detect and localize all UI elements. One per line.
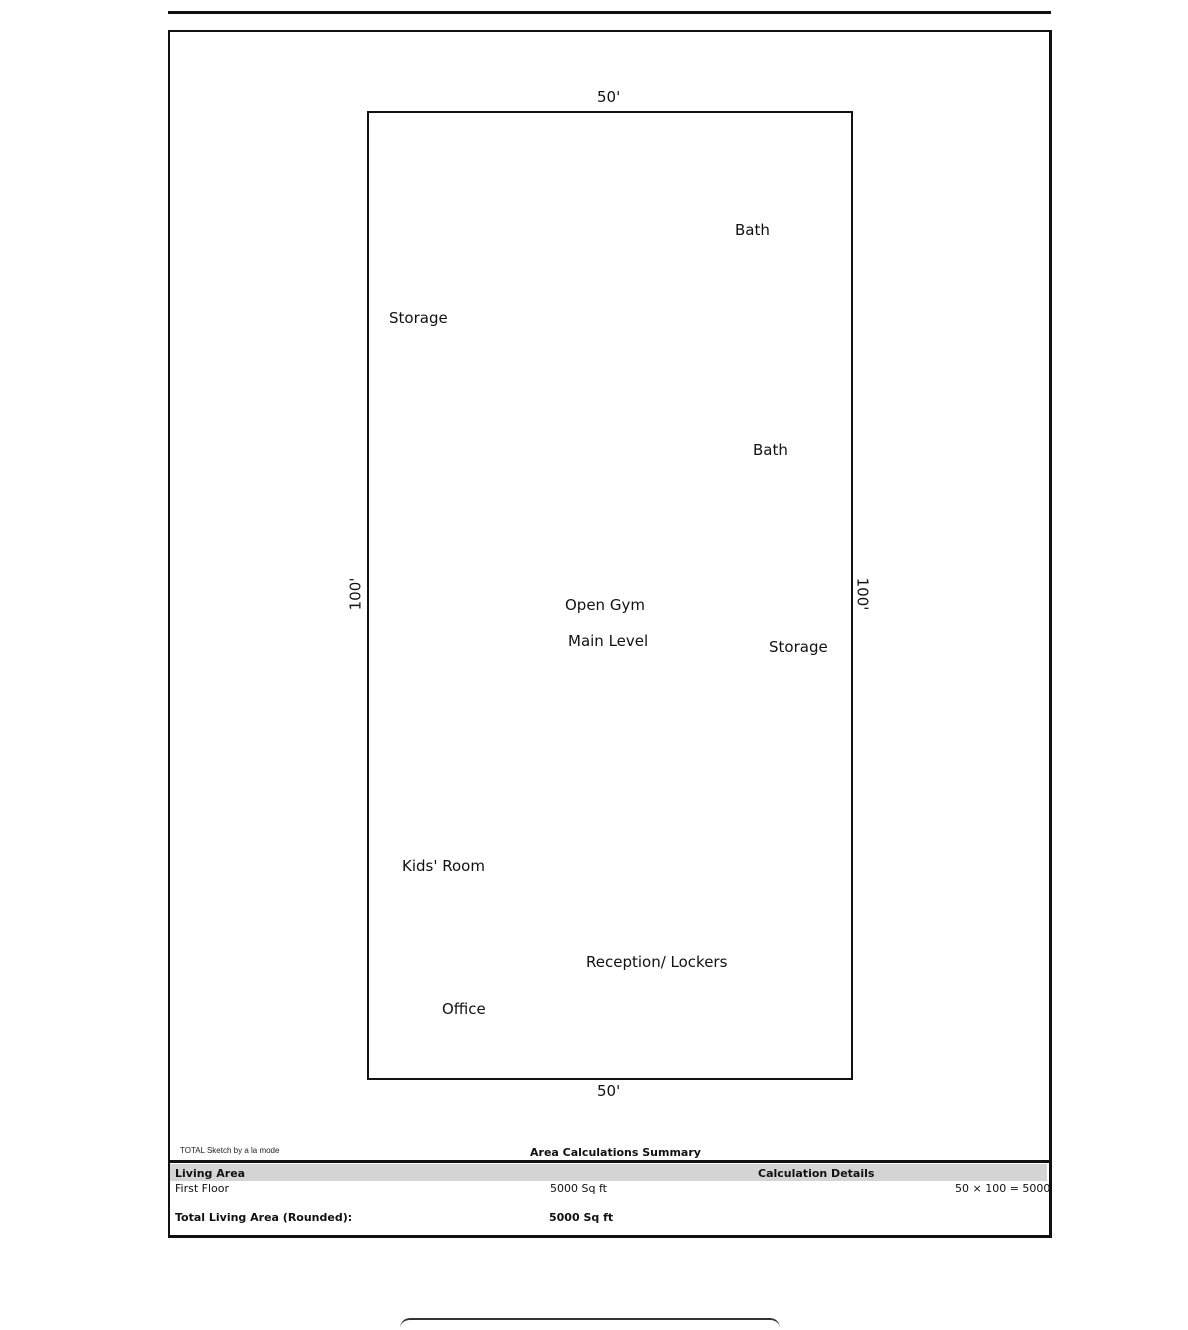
room-label-bath-upper: Bath — [735, 221, 770, 239]
room-label-office: Office — [442, 1000, 486, 1018]
room-label-open-gym: Open Gym — [565, 596, 645, 614]
dimension-left: 100' — [346, 577, 365, 611]
top-rule — [168, 11, 1051, 14]
room-label-kids-room: Kids' Room — [402, 857, 485, 875]
summary-header-calc-details: Calculation Details — [758, 1167, 875, 1180]
room-label-storage-right: Storage — [769, 638, 828, 656]
room-label-main-level: Main Level — [568, 632, 649, 650]
summary-row-area: 5000 Sq ft — [550, 1182, 607, 1195]
room-label-reception-lockers: Reception/ Lockers — [586, 953, 728, 971]
bottom-edge-arc — [400, 1318, 780, 1330]
software-credit: TOTAL Sketch by a la mode — [180, 1146, 280, 1155]
dimension-right: 100' — [853, 577, 872, 611]
summary-row-calc: 50 × 100 = 5000 — [955, 1182, 1051, 1195]
summary-title: Area Calculations Summary — [530, 1146, 701, 1159]
summary-rule — [168, 1160, 1051, 1163]
summary-header-living-area: Living Area — [175, 1167, 246, 1180]
summary-header-bar — [170, 1164, 1047, 1181]
dimension-bottom: 50' — [597, 1082, 621, 1100]
summary-row-label: First Floor — [175, 1182, 230, 1195]
room-label-storage-left: Storage — [389, 309, 448, 327]
dimension-top: 50' — [597, 88, 621, 106]
summary-total-label: Total Living Area (Rounded): — [175, 1211, 353, 1224]
summary-total-value: 5000 Sq ft — [549, 1211, 614, 1224]
room-label-bath-middle: Bath — [753, 441, 788, 459]
